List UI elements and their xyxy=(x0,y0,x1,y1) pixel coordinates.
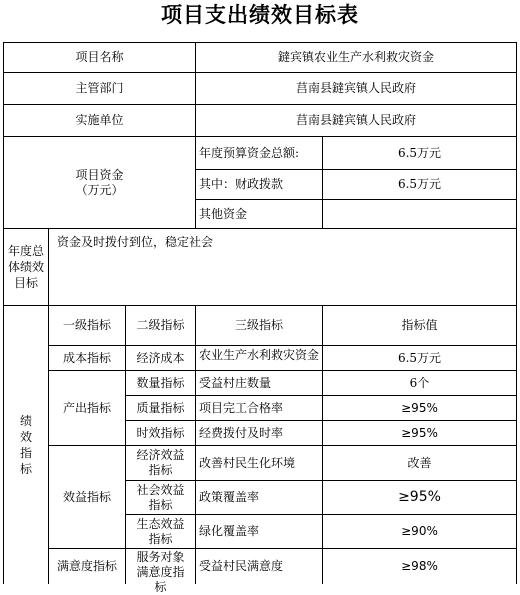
output-level1: 产出指标 xyxy=(48,370,126,446)
indicators-section-label-text: 绩效指标 xyxy=(19,414,32,476)
project-name-value: 鐽宾镇农业生产水利救灾资金 xyxy=(195,42,517,73)
output-row1-level2: 数量指标 xyxy=(125,370,196,396)
page-title: 项目支出绩效目标表 xyxy=(161,2,359,27)
executor-label: 实施单位 xyxy=(3,104,196,137)
cost-level3: 农业生产水利救灾资金 xyxy=(195,345,323,371)
header-level3: 三级指标 xyxy=(195,305,323,346)
header-value: 指标值 xyxy=(322,305,517,346)
satisfaction-value: ≥98% xyxy=(322,548,517,584)
benefit-row1-value: 改善 xyxy=(322,445,517,481)
output-row1-value: 6个 xyxy=(322,370,517,396)
output-row3-value: ≥95% xyxy=(322,420,517,446)
benefit-row3-value: ≥90% xyxy=(322,514,517,549)
output-row3-level2: 时效指标 xyxy=(125,420,196,446)
cost-level2: 经济成本 xyxy=(125,345,196,371)
fiscal-value: 6.5万元 xyxy=(322,169,517,200)
benefit-row3-level2: 生态效益指标 xyxy=(125,514,196,549)
satisfaction-level1: 满意度指标 xyxy=(48,548,126,584)
benefit-row1-level2: 经济效益指标 xyxy=(125,445,196,481)
benefit-row2-level2: 社会效益指标 xyxy=(125,480,196,515)
department-value: 莒南县鐽宾镇人民政府 xyxy=(195,72,517,105)
output-row1-level3: 受益村庄数量 xyxy=(195,370,323,396)
project-name-label: 项目名称 xyxy=(3,42,196,73)
other-funds-label: 其他资金 xyxy=(195,199,323,229)
header-level2: 二级指标 xyxy=(125,305,196,346)
benefit-row3-level3: 绿化覆盖率 xyxy=(195,514,323,549)
annual-goal-text: 资金及时拨付到位，稳定社会 xyxy=(48,228,517,306)
benefit-level1: 效益指标 xyxy=(48,445,126,549)
satisfaction-level2: 服务对象满意度指标 xyxy=(125,548,196,584)
fiscal-label: 其中：财政拨款 xyxy=(195,169,323,200)
annual-budget-label: 年度预算资金总额: xyxy=(195,136,323,170)
funds-label xyxy=(3,136,196,229)
benefit-row1-level3: 改善村民生化环境 xyxy=(195,445,323,481)
output-row2-value: ≥95% xyxy=(322,395,517,421)
indicators-section-label xyxy=(3,305,49,584)
annual-budget-value: 6.5万元 xyxy=(322,136,517,170)
output-row3-level3: 经费拨付及时率 xyxy=(195,420,323,446)
output-row2-level2: 质量指标 xyxy=(125,395,196,421)
benefit-row2-value: ≥95% xyxy=(322,480,517,515)
benefit-row2-level3: 政策覆盖率 xyxy=(195,480,323,515)
satisfaction-level3: 受益村民满意度 xyxy=(195,548,323,584)
funds-label-text: 项目资金 xyxy=(75,167,124,182)
cost-level1: 成本指标 xyxy=(48,345,126,371)
department-label: 主管部门 xyxy=(3,72,196,105)
funds-unit: （万元） xyxy=(75,182,124,197)
cost-value: 6.5万元 xyxy=(322,345,517,371)
header-level1: 一级指标 xyxy=(48,305,126,346)
output-row2-level3: 项目完工合格率 xyxy=(195,395,323,421)
annual-goal-label: 年度总体绩效目标 xyxy=(3,228,49,306)
executor-value: 莒南县鐽宾镇人民政府 xyxy=(195,104,517,137)
other-funds-value xyxy=(322,199,517,229)
